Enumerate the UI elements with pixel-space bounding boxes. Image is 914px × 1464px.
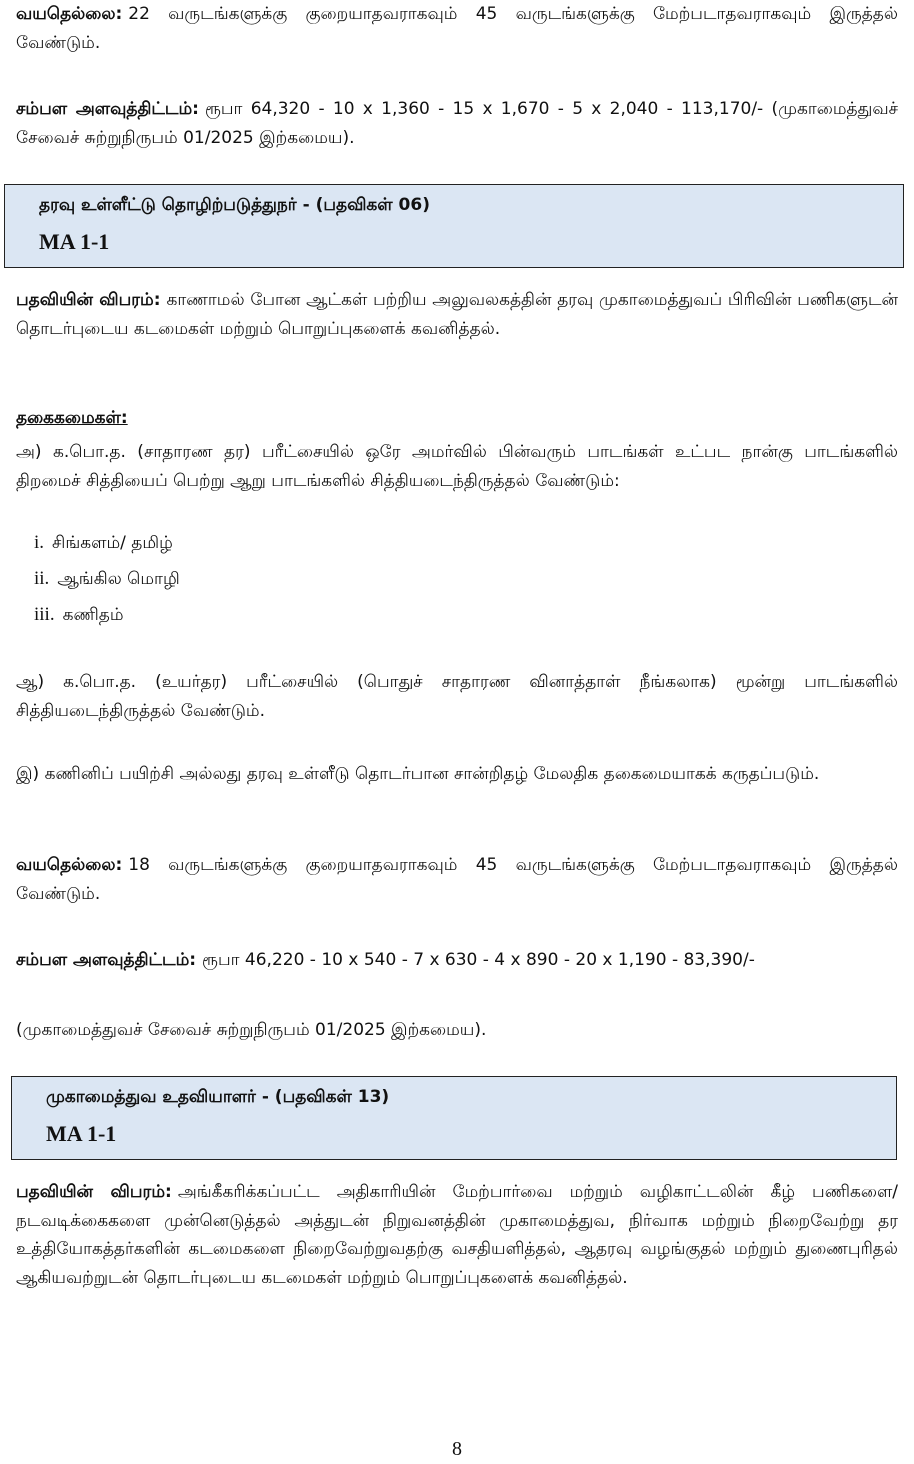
post-description-label: பதவியின் விபரம்: xyxy=(16,290,161,310)
salary-scale-paragraph xyxy=(16,95,898,152)
post-header-data-entry-operator xyxy=(4,184,904,268)
salary-scale-paragraph xyxy=(16,946,898,975)
age-limit-label: வயதெல்லை: xyxy=(16,4,123,24)
post-code: MA 1-1 xyxy=(46,1121,117,1146)
age-limit-paragraph xyxy=(16,0,898,57)
post-description-paragraph xyxy=(16,286,898,343)
salary-scale-label: சம்பள அளவுத்திட்டம்: xyxy=(16,950,197,970)
post-description-label: பதவியின் விபரம்: xyxy=(16,1182,172,1202)
subject-item xyxy=(34,568,180,591)
salary-scale-note: (முகாமைத்துவச் சேவைச் சுற்றுநிருபம் 01/2025 இற்கமைய). xyxy=(16,1020,487,1040)
post-title: முகாமைத்துவ உதவியாளர் - (பதவிகள் 13) xyxy=(46,1087,390,1107)
post-code: MA 1-1 xyxy=(39,229,110,254)
qualifications-heading: தகைகமைகள்: xyxy=(16,408,128,428)
subject-label: கணிதம் xyxy=(62,605,124,625)
subject-numeral: iii. xyxy=(34,604,55,625)
salary-scale-label: சம்பள அளவுத்திட்டம்: xyxy=(16,99,199,119)
age-limit-paragraph xyxy=(16,851,898,908)
post-description-text: காணாமல் போன ஆட்கள் பற்றிய அலுவலகத்தின் தரவு முகாமைத்துவப் பிரிவின் பணிகளுடன் தொடர்புடைய கடமைகள் மற்றும் பொறுப்புகளைக் கவனித்தல். xyxy=(16,290,898,339)
post-header-management-assistant xyxy=(11,1076,897,1160)
age-limit-text: 18 வருடங்களுக்கு குறையாதவராகவும் 45 வருடங்களுக்கு மேற்படாதவராகவும் இருத்தல் வேண்டும். xyxy=(16,855,898,904)
salary-scale-text: ரூபா 64,320 - 10 x 1,360 - 15 x 1,670 - 5 x 2,040 - 113,170/- (முகாமைத்துவச் சேவைச் சுற்றுநிருபம் 01/2025 இற்கமைய). xyxy=(16,99,899,148)
post-title: தரவு உள்ளீட்டு தொழிற்படுத்துநர் - (பதவிகள் 06) xyxy=(39,195,430,215)
qualification-a: அ) க.பொ.த. (சாதாரண தர) பரீட்சையில் ஒரே அமர்வில் பின்வரும் பாடங்கள் உட்பட நான்கு பாடங்களில் திறமைச் சித்தியைப் பெற்று ஆறு பாடங்களில் சித்தியடைந்திருத்தல் வேண்டும்: xyxy=(16,442,898,491)
age-limit-text: 22 வருடங்களுக்கு குறையாதவராகவும் 45 வருடங்களுக்கு மேற்படாதவராகவும் இருத்தல் வேண்டும். xyxy=(16,4,898,53)
subject-numeral: ii. xyxy=(34,568,50,589)
salary-scale-text: ரூபா 46,220 - 10 x 540 - 7 x 630 - 4 x 890 - 20 x 1,190 - 83,390/- xyxy=(202,950,755,970)
subject-item xyxy=(34,604,124,627)
qualification-c: இ) கணினிப் பயிற்சி அல்லது தரவு உள்ளீடு தொடர்பான சான்றிதழ் மேலதிக தகைமையாகக் கருதப்படும். xyxy=(16,764,820,784)
subject-numeral: i. xyxy=(34,532,45,553)
subject-label: சிங்களம்/ தமிழ் xyxy=(52,533,173,553)
subject-item xyxy=(34,532,173,555)
qualification-b: ஆ) க.பொ.த. (உயர்தர) பரீட்சையில் (பொதுச் சாதாரண வினாத்தாள் நீங்கலாக) மூன்று பாடங்களில் சித்தியடைந்திருத்தல் வேண்டும். xyxy=(16,672,898,721)
post-description-text: அங்கீகரிக்கப்பட்ட அதிகாரியின் மேற்பார்வை மற்றும் வழிகாட்டலின் கீழ் பணிகளை/ நடவடிக்கைகளை முன்னெடுத்தல் அத்துடன் நிறுவனத்தின் முகாமைத்துவ, நிர்வாக மற்றும் நிறைவேற்று தர உத்தியோகத்தர்களின் கடமைகளை நிறைவேற்றுவதற்கு வசதியளித்தல், ஆதரவு வழங்குதல் மற்றும் துணைபுரிதல் ஆகியவற்றுடன் தொடர்புடைய கடமைகள் மற்றும் பொறுப்புகளைக் கவனித்தல். xyxy=(16,1182,899,1288)
post-description-paragraph xyxy=(16,1178,898,1292)
page-number: 8 xyxy=(452,1438,462,1460)
age-limit-label: வயதெல்லை: xyxy=(16,855,123,875)
subject-label: ஆங்கில மொழி xyxy=(57,569,180,589)
